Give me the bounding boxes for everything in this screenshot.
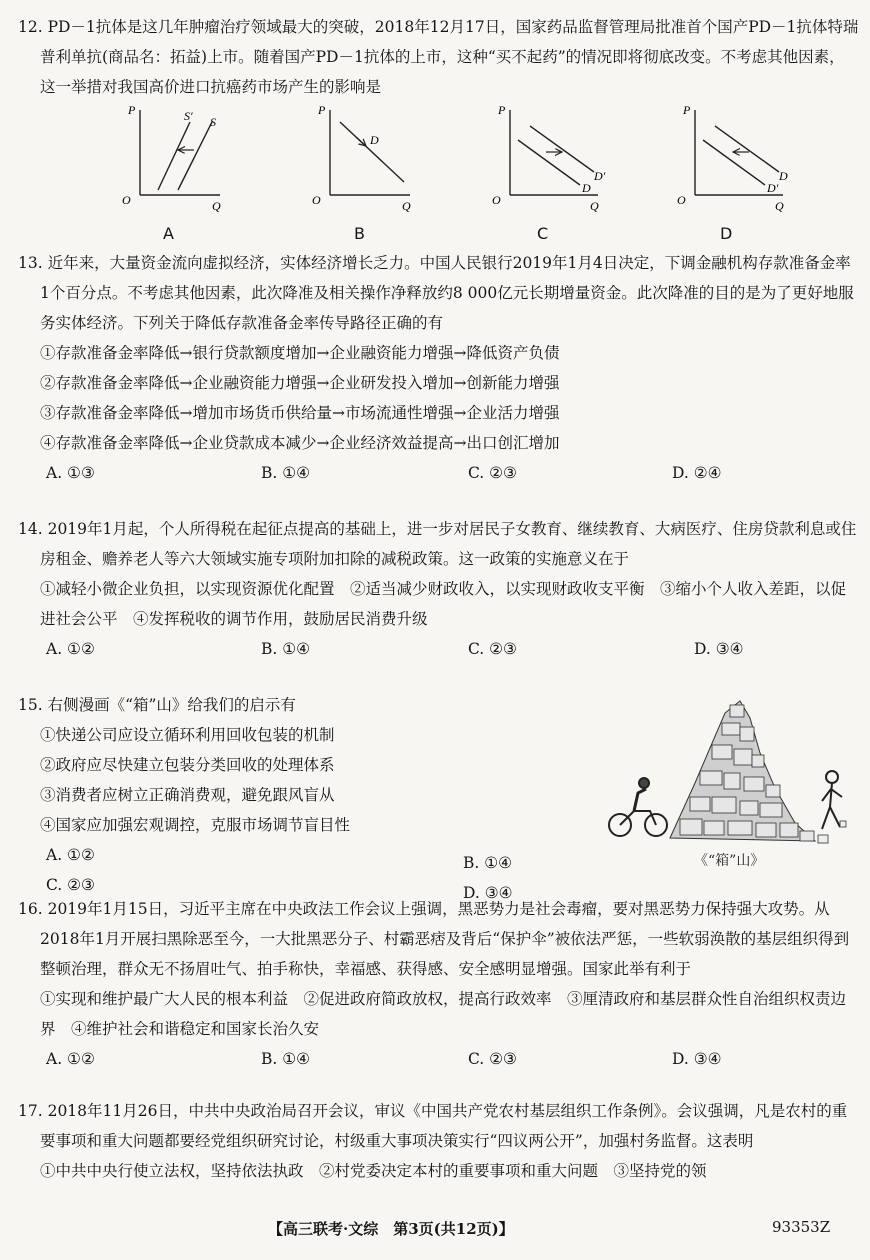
q15-option-c[interactable]: C. ②③ (46, 876, 95, 894)
question-17-stem: 17. 2018年11月26日，中共中央政治局召开会议，审议《中国共产党农村基层组织工作条例》。会议强调，凡是农村的重要事项和重大问题都要经党组织研究讨论，村级重大事项决策实行“四议两公开”，加强村务监督。这表明 (18, 1102, 848, 1150)
q16-items: ①实现和维护最广大人民的根本利益 ②促进政府简政放权，提高行政效率 ③厘清政府和基层群众性自治组织权责边界 ④维护社会和谐稳定和国家长治久安 (40, 990, 847, 1038)
chart-a-p-label: P (128, 103, 136, 117)
q13-option-a[interactable]: A. ①③ (46, 464, 95, 482)
chart-b-origin-label: O (312, 193, 321, 207)
q15-item: ①快递公司应设立循环利用回收包装的机制 (40, 726, 335, 744)
chart-d-q-label: Q (775, 199, 784, 213)
chart-b-q-label: Q (402, 199, 411, 213)
q16-option-a[interactable]: A. ①② (46, 1050, 95, 1068)
chart-d-origin-label: O (677, 193, 686, 207)
chart-a-q-label: Q (212, 199, 221, 213)
box-mountain-cartoon (600, 693, 860, 873)
motorcycle-rider-icon (609, 778, 667, 836)
demand-curve-d (518, 140, 580, 185)
question-12 (18, 12, 860, 102)
chart-d-d-prime-label: D′ (767, 181, 779, 195)
q13-option-c[interactable]: C. ②③ (468, 464, 517, 482)
cartoon-caption: 《“箱”山》 (694, 853, 765, 869)
chart-c-caption: C (537, 224, 549, 243)
chart-c-d-prime-label: D′ (594, 169, 606, 183)
q15-option-a[interactable]: A. ①② (46, 846, 95, 864)
footer-code: 93353Z (772, 1218, 831, 1236)
q16-option-d[interactable]: D. ③④ (672, 1050, 722, 1068)
q16-option-b[interactable]: B. ①④ (261, 1050, 311, 1068)
chart-d-d-label: D (779, 169, 788, 183)
chart-c-q-label: Q (590, 199, 599, 213)
q13-item: ③存款准备金率降低→增加市场货币供给量→市场流通性增强→企业活力增强 (40, 404, 560, 422)
q14-items: ①减轻小微企业负担，以实现资源优化配置 ②适当减少财政收入，以实现财政收支平衡 ③缩小个人收入差距，以促进社会公平 ④发挥税收的调节作用，鼓励居民消费升级 (40, 580, 847, 628)
chart-a-s-label: S (210, 115, 216, 129)
move-arrow (356, 137, 366, 146)
walking-person-icon (822, 771, 842, 829)
chart-b-caption: B (354, 224, 365, 243)
q15-item: ④国家应加强宏观调控，克服市场调节盲目性 (40, 816, 351, 834)
demand-curve-d-prime (703, 140, 765, 185)
q16-options (18, 1044, 860, 1074)
chart-c (480, 100, 610, 220)
demand-curve-d (715, 126, 779, 172)
q14-option-a[interactable]: A. ①② (46, 640, 95, 658)
chart-b-p-label: P (318, 103, 326, 117)
chart-c-d-label: D (582, 181, 591, 195)
question-15 (18, 690, 598, 900)
q14-option-c[interactable]: C. ②③ (468, 640, 517, 658)
chart-a-s-prime-label: S′ (184, 109, 193, 123)
q14-option-d[interactable]: D. ③④ (694, 640, 744, 658)
q15-option-b[interactable]: B. ①④ (463, 854, 513, 872)
chart-a (110, 100, 230, 220)
q15-item: ③消费者应树立正确消费观，避免跟风盲从 (40, 786, 335, 804)
q13-option-b[interactable]: B. ①④ (261, 464, 311, 482)
q14-option-b[interactable]: B. ①④ (261, 640, 311, 658)
question-14 (18, 514, 860, 664)
chart-d-p-label: P (683, 103, 691, 117)
cartoon-illustration (600, 693, 860, 873)
q13-options (18, 458, 860, 488)
question-17 (18, 1096, 860, 1186)
q13-option-d[interactable]: D. ②④ (672, 464, 722, 482)
chart-c-origin-label: O (492, 193, 501, 207)
q13-item: ④存款准备金率降低→企业贷款成本减少→企业经济效益提高→出口创汇增加 (40, 434, 560, 452)
chart-c-p-label: P (498, 103, 506, 117)
chart-a-caption: A (163, 224, 174, 243)
question-15-stem: 15. 右侧漫画《“箱”山》给我们的启示有 (18, 696, 296, 714)
supply-curve-s-prime (158, 122, 190, 190)
q13-item: ①存款准备金率降低→银行贷款额度增加→企业融资能力增强→降低资产负债 (40, 344, 560, 362)
question-13 (18, 248, 860, 488)
chart-d (665, 100, 795, 220)
q16-option-c[interactable]: C. ②③ (468, 1050, 517, 1068)
question-16-stem: 16. 2019年1月15日，习近平主席在中央政法工作会议上强调，黑恶势力是社会毒瘤，要对黑恶势力保持强大攻势。从2018年1月开展扫黑除恶至今，一大批黑恶分子、村霸恶痞及背后“保护伞”被依法严惩，一些软弱涣散的基层组织得到整顿治理，群众无不扬眉吐气、拍手称快，幸福感、获得感、安全感明显增强。国家此举有利于 (18, 900, 850, 978)
demand-curve-d-prime (530, 126, 594, 172)
question-12-stem: 12. PD－1抗体是这几年肿瘤治疗领域最大的突破，2018年12月17日，国家药品监督管理局批准首个国产PD－1抗体特瑞普利单抗(商品名：拓益)上市。随着国产PD－1抗体的上市，这种“买不起药”的情况即将彻底改变。不考虑其他因素，这一举措对我国高价进口抗癌药市场产生的影响是 (18, 18, 859, 96)
q15-item: ②政府应尽快建立包装分类回收的处理体系 (40, 756, 335, 774)
question-13-stem: 13. 近年来，大量资金流向虚拟经济，实体经济增长乏力。中国人民银行2019年1月4日决定，下调金融机构存款准备金率1个百分点。不考虑其他因素，此次降准及相关操作净释放约8 000亿元长期增量资金。此次降准的目的是为了更好地服务实体经济。下列关于降低存款准备金率传导路径正确的有 (18, 254, 854, 332)
footer-title: 【高三联考·文综 第3页(共12页)】 (268, 1220, 514, 1238)
chart-d-caption: D (720, 224, 733, 243)
question-14-stem: 14. 2019年1月起，个人所得税在起征点提高的基础上，进一步对居民子女教育、继续教育、大病医疗、住房贷款利息或住房租金、赡养老人等六大领域实施专项附加扣除的减税政策。这一政策的实施意义在于 (18, 520, 857, 568)
chart-a-origin-label: O (122, 193, 131, 207)
q14-options (18, 634, 860, 664)
demand-curve-d (340, 122, 404, 182)
q12-charts (110, 100, 790, 248)
q15-option-d[interactable]: D. ③④ (463, 884, 513, 902)
question-16 (18, 894, 860, 1074)
q15-options-row1 (18, 840, 598, 870)
q17-items: ①中共中央行使立法权，坚持依法执政 ②村党委决定本村的重要事项和重大问题 ③坚持党的领 (40, 1162, 707, 1180)
chart-b (300, 100, 420, 220)
q13-item: ②存款准备金率降低→企业融资能力增强→企业研发投入增加→创新能力增强 (40, 374, 560, 392)
chart-b-d-label: D (370, 133, 379, 147)
supply-curve-s (178, 122, 212, 190)
